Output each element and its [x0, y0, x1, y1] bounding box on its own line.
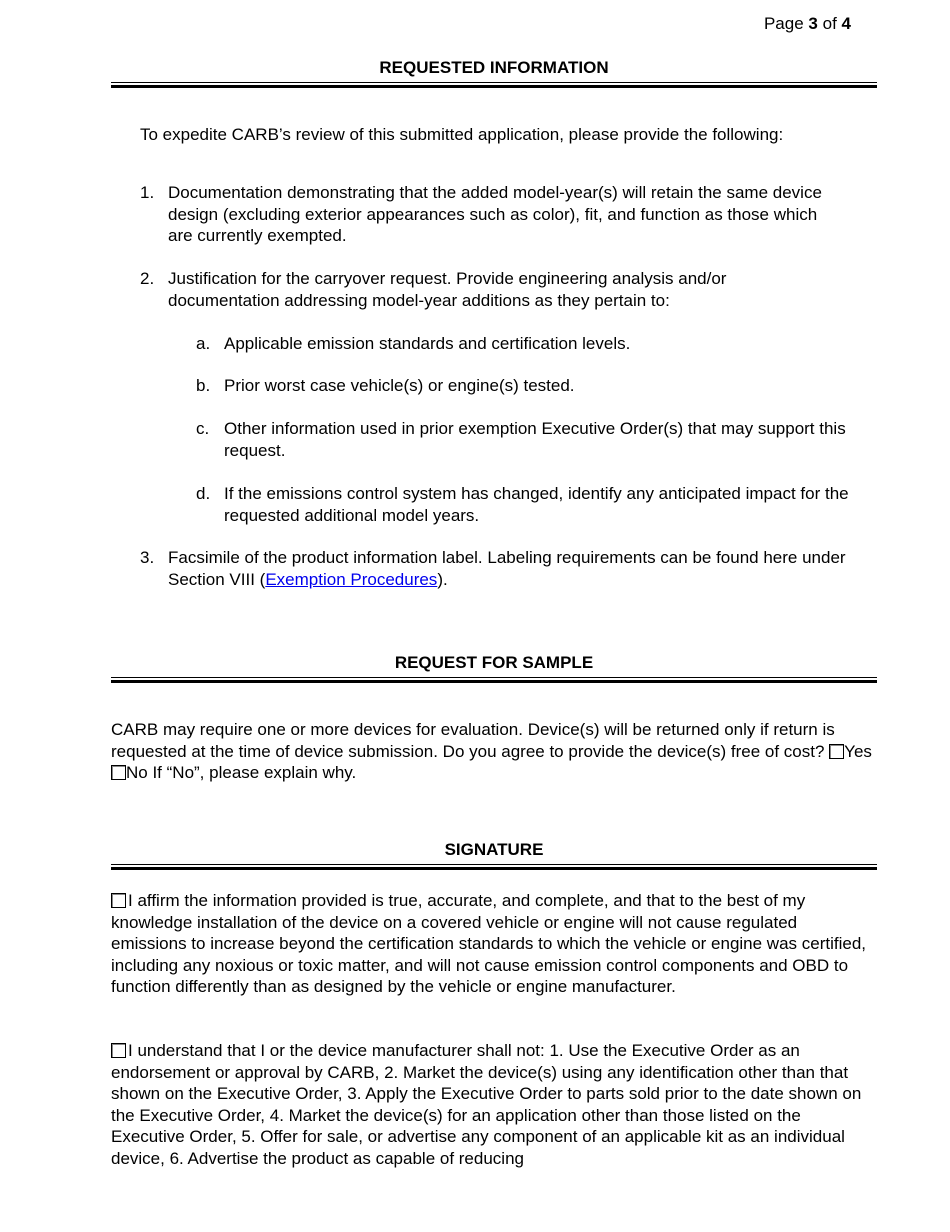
no-checkbox[interactable]: [111, 765, 126, 780]
page-prefix: Page: [763, 14, 804, 33]
item-number: 1.: [140, 183, 155, 202]
item-text: Justification for the carryover request. Provide engineering analysis and/or documentation addressing model-year additions as they pertain to:: [168, 269, 727, 310]
requested-information-header: [111, 58, 877, 88]
item-text: Prior worst case vehicle(s) or engine(s) tested.: [224, 376, 575, 395]
affirm-paragraph: [111, 890, 877, 998]
list-item: [140, 268, 840, 316]
page-current: 3: [808, 14, 818, 33]
no-label: No: [126, 763, 148, 782]
item-text: [168, 547, 870, 590]
item-number: 2.: [140, 269, 155, 288]
sample-text: If “No”, please explain why.: [147, 763, 357, 782]
understand-paragraph: [111, 1040, 877, 1169]
section-title: SIGNATURE: [444, 840, 544, 859]
item-letter: b.: [196, 376, 211, 395]
divider: [111, 677, 877, 678]
yes-checkbox[interactable]: [829, 744, 844, 759]
sub-list-item: [196, 375, 886, 399]
sub-list-item: [196, 418, 886, 466]
sub-list-item: [196, 483, 886, 531]
affirm-text: I affirm the information provided is true, accurate, and complete, and that to the best of my knowledge installation of the device on a covered vehicle or engine will not cause regulated emissions to increase beyond the certification standards to which the vehicle or engine was certified, including any noxious or toxic matter, and will not cause emission control components and OBD to function differently than as designed by the vehicle or engine manufacturer.: [111, 891, 867, 996]
item-letter: d.: [196, 484, 211, 503]
exemption-procedures-link[interactable]: Exemption Procedures: [265, 569, 438, 589]
item-text: Documentation demonstrating that the added model-year(s) will retain the same device design (excluding exterior appearances such as color), fit, and function as those which are currently exempted.: [168, 183, 822, 245]
divider: [111, 85, 877, 88]
sample-text: CARB may require one or more devices for evaluation. Device(s) will be returned only if return is requested at the time of device submission. Do you agree to provide the device(s) free of cost?: [111, 720, 835, 761]
divider: [111, 864, 877, 865]
understand-text: I understand that I or the device manufacturer shall not: 1. Use the Executive Order as an endorsement or approval by CARB, 2. Market the device(s) using any identification other than that shown on the Executive Order, 3. Apply the Executive Order to parts sold prior to the date shown on the Executive Order, 4. Market the device(s) for an application other than those listed on the Executive Order, 5. Offer for sale, or advertise any component of an applicable kit as an individual device, 6. Advertise the product as capable of reducing: [111, 1041, 862, 1168]
yes-label: Yes: [844, 741, 872, 761]
item-text-part: ).: [437, 569, 448, 589]
section-title: REQUEST FOR SAMPLE: [394, 653, 594, 672]
list-item: [140, 547, 870, 595]
page-number: [764, 14, 851, 34]
sample-paragraph: [111, 719, 881, 784]
item-number: 3.: [140, 548, 155, 567]
list-item: [140, 182, 840, 252]
understand-checkbox[interactable]: [111, 1043, 126, 1058]
requested-intro: To expedite CARB’s review of this submitted application, please provide the following:: [140, 125, 784, 144]
item-letter: c.: [196, 419, 210, 438]
page-total: 4: [841, 14, 851, 33]
item-text-part: Facsimile of the product information label. Labeling requirements can be found here under Section VIII (: [168, 548, 846, 589]
divider: [111, 867, 877, 870]
item-letter: a.: [196, 334, 211, 353]
section-title: REQUESTED INFORMATION: [379, 58, 609, 77]
divider: [111, 680, 877, 683]
item-text: Applicable emission standards and certification levels.: [224, 334, 631, 353]
request-for-sample-header: [111, 653, 877, 683]
item-text: If the emissions control system has changed, identify any anticipated impact for the requested additional model years.: [224, 484, 849, 525]
divider: [111, 82, 877, 83]
signature-header: [111, 840, 877, 870]
affirm-checkbox[interactable]: [111, 893, 126, 908]
sub-list-item: [196, 333, 886, 357]
item-text: Other information used in prior exemption Executive Order(s) that may support this request.: [224, 419, 846, 460]
page-of: of: [822, 14, 837, 33]
